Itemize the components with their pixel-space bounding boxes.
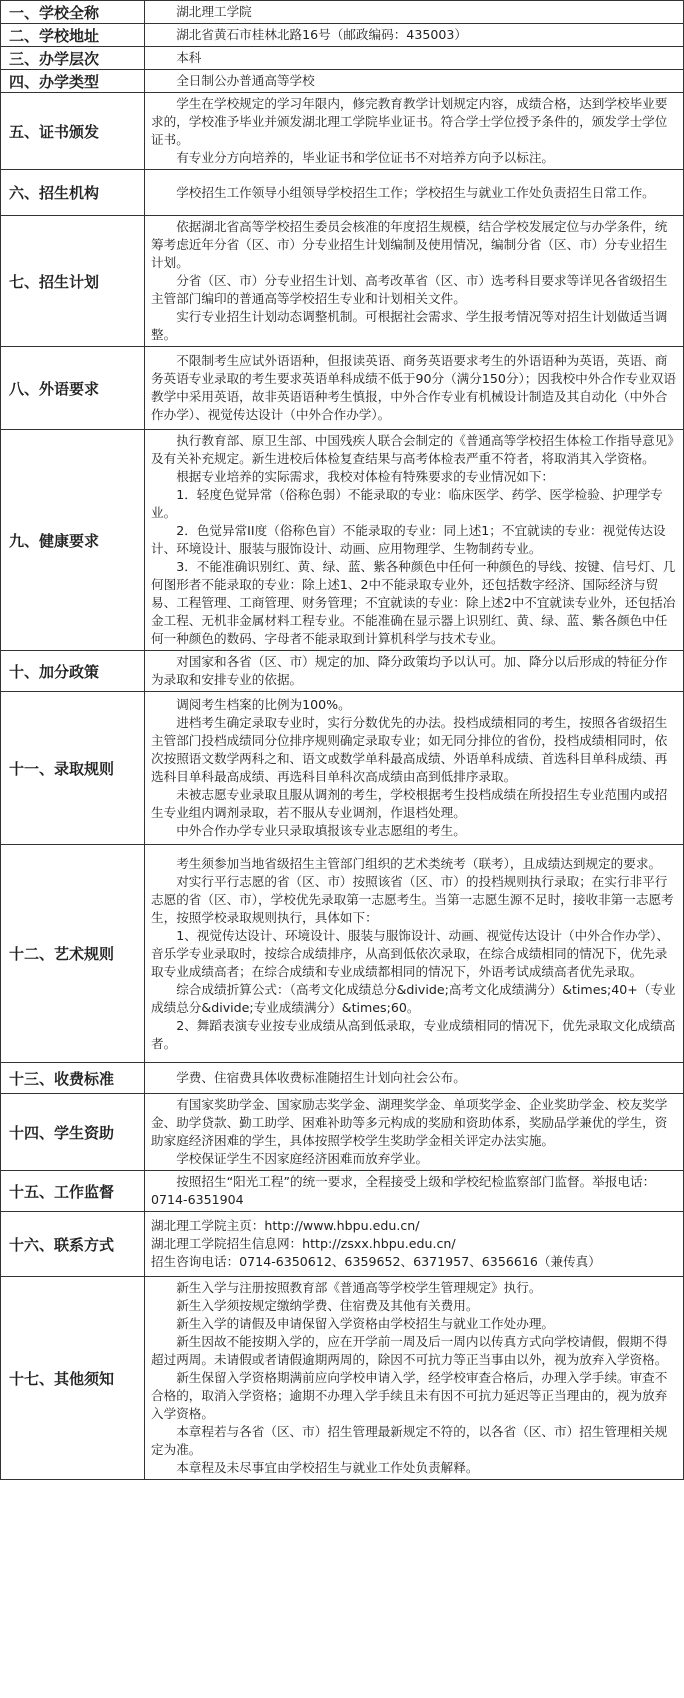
row-label: 十七、其他须知 (1, 1277, 145, 1480)
charter-row (1, 430, 684, 651)
row-paragraph: 对国家和各省（区、市）规定的加、降分政策均予以认可。加、降分以后形成的特征分作为录取和安排专业的依据。 (151, 654, 668, 687)
charter-row (1, 1, 684, 24)
row-paragraph: 调阅考生档案的比例为100%。 (176, 697, 351, 712)
row-content (145, 651, 684, 692)
row-paragraph: 学校招生工作领导小组领导学校招生工作；学校招生与就业工作处负责招生日常工作。 (176, 184, 655, 200)
row-paragraph: 本章程若与各省（区、市）招生管理最新规定不符的，以各省（区、市）招生管理相关规定为准。 (151, 1424, 668, 1457)
row-paragraph: 新生保留入学资格期满前应向学校申请入学，经学校审查合格后，办理入学手续。审查不合格的，取消入学资格；逾期不办理入学手续且未有因不可抗力延迟等正当理由的，视为放弃入学资格。 (151, 1370, 668, 1421)
row-label: 十五、工作监督 (1, 1171, 145, 1212)
row-paragraph: 1、视觉传达设计、环境设计、服装与服饰设计、动画、视觉传达设计（中外合作办学）、音乐学专业录取时，按综合成绩排序，从高到低依次录取，在综合成绩相同的情况下，优先录取专业成绩高者；在综合成绩和专业成绩都相同的情况下，外语考试成绩高者优先录取。 (151, 927, 670, 979)
charter-table-body (1, 1, 684, 1480)
row-paragraph: 依据湖北省高等学校招生委员会核准的年度招生规模，结合学校发展定位与办学条件，统筹考虑近年分省（区、市）分专业招生计划编制及使用情况，编制分省（区、市）分专业招生计划。 (151, 219, 668, 270)
row-paragraph: 进档考生确定录取专业时，实行分数优先的办法。投档成绩相同的考生，按照各省级招生主管部门投档成绩同分位排序规则确定录取专业；如无同分排位的省份，投档成绩相同时，依次按照语文数学两科之和、语文或数学单科最高成绩、外语单科成绩、首选科目单科成绩、再选科目单科最高成绩、再选科目单科次高成绩由高到低排序录取。 (151, 715, 668, 784)
row-paragraph: 新生因故不能按期入学的，应在开学前一周及后一周内以传真方式向学校请假，假期不得超过两周。未请假或者请假逾期两周的，除因不可抗力等正当事由以外，视为放弃入学资格。 (151, 1334, 668, 1367)
row-paragraph: 学费、住宿费具体收费标准随招生计划向社会公布。 (176, 1070, 466, 1085)
row-content (145, 70, 684, 93)
row-content (145, 1171, 684, 1212)
row-content (145, 170, 684, 216)
row-paragraph: 根据专业培养的实际需求，我校对体检有特殊要求的专业情况如下： (176, 469, 554, 484)
row-paragraph: 湖北省黄石市桂林北路16号（邮政编码：435003） (176, 27, 467, 42)
row-label: 二、学校地址 (1, 24, 145, 47)
row-label: 十六、联系方式 (1, 1212, 145, 1277)
row-label: 十四、学生资助 (1, 1094, 145, 1171)
charter-row (1, 47, 684, 70)
row-paragraph: 湖北理工学院主页：http://www.hbpu.edu.cn/ (151, 1218, 420, 1233)
row-paragraph: 分省（区、市）分专业招生计划、高考改革省（区、市）选考科目要求等详见各省级招生主管部门编印的普通高等学校招生专业和计划相关文件。 (151, 273, 668, 306)
charter-row (1, 24, 684, 47)
charter-row (1, 651, 684, 692)
row-content (145, 347, 684, 430)
charter-row (1, 692, 684, 845)
row-label: 十一、录取规则 (1, 692, 145, 845)
row-label: 四、办学类型 (1, 70, 145, 93)
row-label: 十三、收费标准 (1, 1063, 145, 1094)
row-label: 五、证书颁发 (1, 93, 145, 170)
row-content (145, 1277, 684, 1480)
row-content (145, 1, 684, 24)
row-paragraph: 新生入学的请假及申请保留入学资格由学校招生与就业工作处办理。 (176, 1316, 554, 1331)
row-paragraph: 本章程及未尽事宜由学校招生与就业工作处负责解释。 (176, 1460, 479, 1475)
charter-row (1, 216, 684, 347)
row-paragraph: 新生入学须按规定缴纳学费、住宿费及其他有关费用。 (176, 1298, 479, 1313)
charter-row (1, 170, 684, 216)
row-paragraph: 学生在学校规定的学习年限内，修完教育教学计划规定内容，成绩合格，达到学校毕业要求的，学校准予毕业并颁发湖北理工学院毕业证书。符合学士学位授予条件的，颁发学士学位证书。 (151, 96, 668, 147)
row-content (145, 430, 684, 651)
row-paragraph: 招生咨询电话：0714-6350612、6359652、6371957、6356616（兼传真） (151, 1254, 601, 1269)
row-label: 十二、艺术规则 (1, 845, 145, 1063)
row-paragraph: 综合成绩折算公式：（高考文化成绩总分&divide;高考文化成绩满分）&times;40+（专业成绩总分&divide;专业成绩满分）&times;60。 (151, 981, 676, 1015)
charter-row (1, 845, 684, 1063)
row-content (145, 1063, 684, 1094)
row-paragraph: 实行专业招生计划动态调整机制。可根据社会需求、学生报考情况等对招生计划做适当调整。 (151, 309, 668, 342)
row-content (145, 1212, 684, 1277)
row-paragraph: 不限制考生应试外语语种，但报读英语、商务英语要求考生的外语语种为英语，英语、商务英语专业录取的考生要求英语单科成绩不低于90分（满分150分）；因我校中外合作专业双语教学中采用英语，故非英语语种考生慎报，中外合作专业有机械设计制造及其自动化（中外合作办学）、视觉传达设计（中外合作办学）。 (151, 353, 676, 422)
row-content (145, 47, 684, 70)
row-label: 七、招生计划 (1, 216, 145, 347)
row-paragraph: 1．轻度色觉异常（俗称色弱）不能录取的专业：临床医学、药学、医学检验、护理学专业。 (151, 487, 663, 520)
charter-row (1, 1063, 684, 1094)
charter-row (1, 93, 684, 170)
row-content (145, 216, 684, 347)
row-paragraph: 有国家奖助学金、国家励志奖学金、湖理奖学金、单项奖学金、企业奖助学金、校友奖学金、助学贷款、勤工助学、困难补助等多元构成的奖励和资助体系，奖励品学兼优的学生，资助家庭经济困难的学生，具体按照学校学生奖助学金相关评定办法实施。 (151, 1097, 668, 1148)
row-content (145, 845, 684, 1063)
row-paragraph: 新生入学与注册按照教育部《普通高等学校学生管理规定》执行。 (176, 1280, 542, 1295)
row-paragraph: 湖北理工学院招生信息网：http://zsxx.hbpu.edu.cn/ (151, 1236, 456, 1251)
row-content (145, 24, 684, 47)
row-paragraph: 湖北理工学院 (176, 4, 252, 19)
charter-row (1, 70, 684, 93)
charter-row (1, 1212, 684, 1277)
row-paragraph: 未被志愿专业录取且服从调剂的考生，学校根据考生投档成绩在所投招生专业范围内或招生专业组内调剂录取，若不服从专业调剂，作退档处理。 (151, 787, 668, 820)
row-paragraph: 执行教育部、原卫生部、中国残疾人联合会制定的《普通高等学校招生体检工作指导意见》及有关补充规定。新生进校后体检复查结果与高考体检表严重不符者，将取消其入学资格。 (151, 433, 674, 466)
charter-row (1, 1277, 684, 1480)
charter-row (1, 347, 684, 430)
row-paragraph: 2、舞蹈表演专业按专业成绩从高到低录取，专业成绩相同的情况下，优先录取文化成绩高者。 (151, 1017, 676, 1051)
row-paragraph: 对实行平行志愿的省（区、市）按照该省（区、市）的投档规则执行录取；在实行非平行志愿的省（区、市），学校优先录取第一志愿考生。当第一志愿生源不足时，接收非第一志愿考生，按照学校录取规则执行，具体如下： (151, 873, 674, 925)
row-paragraph: 学校保证学生不因家庭经济困难而放弃学业。 (176, 1151, 429, 1166)
row-content (145, 93, 684, 170)
row-label: 六、招生机构 (1, 170, 145, 216)
row-paragraph: 全日制公办普通高等学校 (176, 73, 315, 88)
charter-row (1, 1094, 684, 1171)
row-label: 八、外语要求 (1, 347, 145, 430)
row-paragraph: 有专业分方向培养的，毕业证书和学位证书不对培养方向予以标注。 (176, 150, 554, 165)
row-label: 三、办学层次 (1, 47, 145, 70)
row-label: 十、加分政策 (1, 651, 145, 692)
row-label: 一、学校全称 (1, 1, 145, 24)
row-paragraph: 中外合作办学专业只录取填报该专业志愿组的考生。 (176, 823, 466, 838)
row-paragraph: 本科 (176, 50, 202, 65)
row-paragraph: 2．色觉异常II度（俗称色盲）不能录取的专业：同上述1；不宜就读的专业：视觉传达设计、环境设计、服装与服饰设计、动画、应用物理学、生物制药专业。 (151, 523, 666, 556)
row-content (145, 692, 684, 845)
row-paragraph: 考生须参加当地省级招生主管部门组织的艺术类统考（联考），且成绩达到规定的要求。 (176, 855, 662, 871)
charter-row (1, 1171, 684, 1212)
row-paragraph: 按照招生“阳光工程”的统一要求，全程接受上级和学校纪检监察部门监督。举报电话：0714-6351904 (151, 1174, 656, 1207)
row-content (145, 1094, 684, 1171)
row-paragraph: 3．不能准确识别红、黄、绿、蓝、紫各种颜色中任何一种颜色的导线、按键、信号灯、几何图形者不能录取的专业：除上述1、2中不能录取专业外，还包括数字经济、国际经济与贸易、工程管理、工商管理、财务管理；不宜就读的专业：除上述2中不宜就读专业外，还包括冶金工程、无机非金属材料工程专业。不能准确在显示器上识别红、黄、绿、蓝、紫各颜色中任何一种颜色的数码、字母者不能录取到计算机科学与技术专业。 (151, 559, 676, 646)
row-label: 九、健康要求 (1, 430, 145, 651)
